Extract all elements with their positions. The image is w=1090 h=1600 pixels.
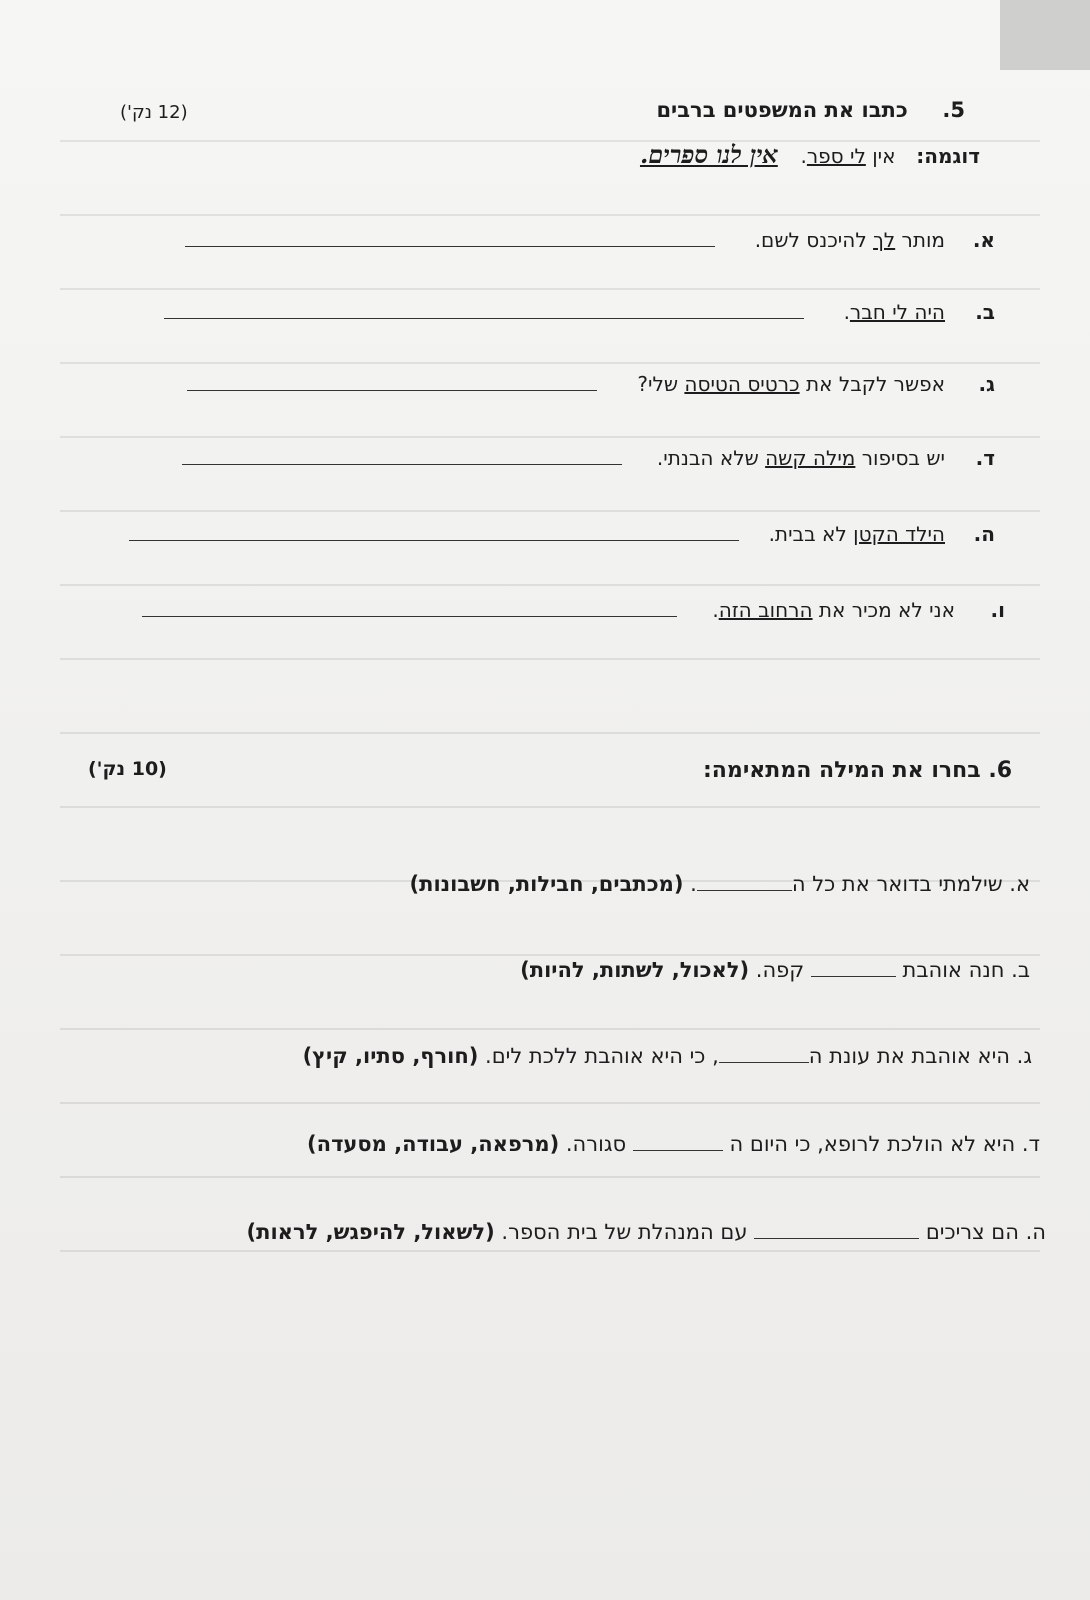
answer-line[interactable] — [182, 444, 622, 465]
answer-line[interactable] — [142, 596, 677, 617]
item-sentence: אפשר לקבל את כרטיס הטיסה שלי? — [637, 372, 945, 396]
options: (חורף, סתיו, קיץ) — [302, 1044, 479, 1068]
item-sentence: הילד הקטן לא בבית. — [768, 522, 945, 546]
section5-points: (12 נק') — [120, 102, 188, 123]
item-sentence: מותר לך להיכנס לשם. — [754, 228, 945, 252]
fill-blank[interactable] — [754, 1220, 919, 1239]
options: (מרפאה, עבודה, מסעדה) — [307, 1132, 560, 1156]
section6-points: (10 נק') — [88, 758, 167, 780]
section5-item — [187, 370, 995, 396]
item-sentence: יש בסיפור מילה קשה שלא הבנתי. — [656, 446, 945, 470]
item-letter: ה. — [973, 522, 995, 546]
section6-item: ב. חנה אוהבת קפה. (לאכול, לשתות, להיות) — [520, 958, 1030, 982]
answer-line[interactable] — [129, 520, 739, 541]
example-handwritten-answer: אין לנו ספרים. — [639, 140, 778, 169]
section5-title: כתבו את המשפטים ברבים — [656, 98, 908, 122]
section5-item — [129, 520, 995, 546]
section5-heading — [656, 98, 965, 122]
section6-item: ד. היא לא הולכת לרופא, כי היום ה סגורה. (מרפאה, עבודה, מסעדה) — [307, 1132, 1040, 1156]
example-dot: . — [800, 144, 807, 168]
section6-item: א. שילמתי בדואר את כל ה. (מכתבים, חבילות, חשבונות) — [409, 872, 1030, 896]
item-letter: ד. — [975, 446, 995, 470]
item-letter: א. — [972, 228, 995, 252]
section5-item — [185, 226, 995, 252]
fill-blank[interactable] — [633, 1132, 723, 1151]
fill-blank[interactable] — [811, 958, 896, 977]
fill-blank[interactable] — [697, 872, 792, 891]
example-prefix: אין — [872, 144, 896, 168]
options: (לאכול, לשתות, להיות) — [520, 958, 750, 982]
answer-line[interactable] — [164, 298, 804, 319]
options: (לשאול, להיפגש, לראות) — [246, 1220, 495, 1244]
item-letter: ג. — [978, 372, 995, 396]
options: (מכתבים, חבילות, חשבונות) — [409, 872, 684, 896]
section5-number: 5. — [942, 98, 965, 122]
section5-item — [164, 298, 995, 324]
example-line — [640, 140, 980, 170]
item-sentence: היה לי חבר. — [843, 300, 945, 324]
item-letter: ב. — [975, 300, 995, 324]
fill-blank[interactable] — [719, 1044, 809, 1063]
section5-item — [182, 444, 995, 470]
section5-item — [142, 596, 1005, 622]
answer-line[interactable] — [187, 370, 597, 391]
item-sentence: אני לא מכיר את הרחוב הזה. — [712, 598, 955, 622]
section6-item: ג. היא אוהבת את עונת ה, כי היא אוהבת ללכת לים. (חורף, סתיו, קיץ) — [302, 1044, 1032, 1068]
section6-heading: 6. בחרו את המילה המתאימה: — [702, 758, 1012, 783]
item-letter: ו. — [990, 598, 1005, 622]
example-label: דוגמה: — [916, 144, 980, 168]
page-corner-shadow — [1000, 0, 1090, 70]
answer-line[interactable] — [185, 226, 715, 247]
section6-item: ה. הם צריכים עם המנהלת של בית הספר. (לשאול, להיפגש, לראות) — [246, 1220, 1046, 1244]
example-underlined: לי ספר — [806, 144, 866, 168]
